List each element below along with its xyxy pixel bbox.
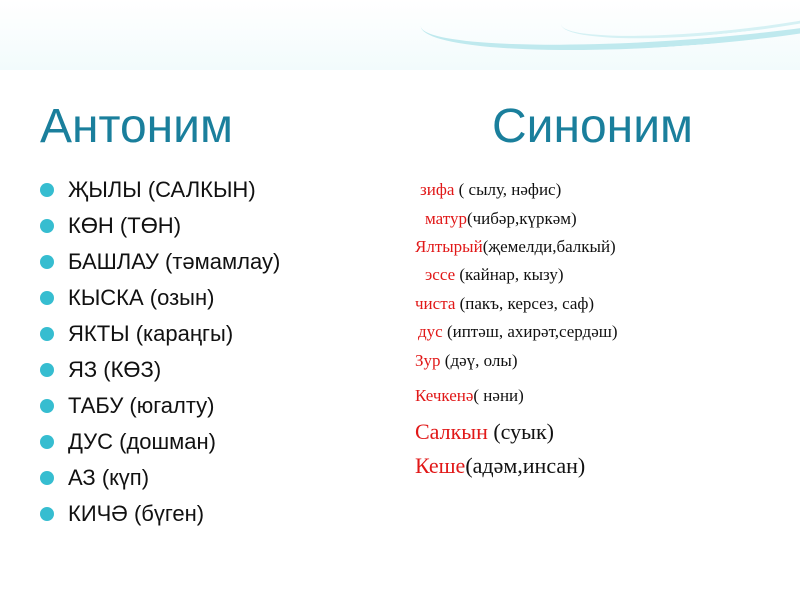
synonym-item [420,180,561,200]
synonym-list: (кайнар, кызу) [455,265,564,284]
antonym-heading: Антоним [40,100,233,153]
antonym-text: ТАБУ (югалту) [68,393,215,418]
synonym-keyword: Зур [415,351,441,370]
synonym-keyword: Ялтырый [415,237,483,256]
synonym-list: (иптәш, ахирәт,сердәш) [442,322,618,341]
synonym-item [415,453,585,479]
antonym-item [40,316,280,352]
synonym-item [415,294,594,314]
synonym-item [425,265,564,285]
antonym-item [40,244,280,280]
antonym-item [40,496,280,532]
bullet-icon [40,183,54,197]
synonym-keyword: Кечкенә [415,386,474,405]
synonym-item [415,237,616,257]
antonym-text: ЯКТЫ (караңгы) [68,321,234,346]
antonym-item [40,280,280,316]
bullet-icon [40,291,54,305]
antonym-text: БАШЛАУ (тәмамлау) [68,249,281,274]
antonym-item [40,172,280,208]
synonym-keyword: эссе [425,265,456,284]
synonym-keyword: матур [425,209,467,228]
synonym-keyword: чиста [415,294,456,313]
bullet-icon [40,471,54,485]
antonym-text: АЗ (күп) [68,465,150,490]
antonym-item [40,208,280,244]
synonym-keyword: зифа [420,180,455,199]
synonym-item [415,351,517,371]
bullet-icon [40,219,54,233]
antonym-item [40,352,280,388]
antonym-item [40,460,280,496]
antonym-item [40,388,280,424]
bullet-icon [40,327,54,341]
synonym-list: (җемелди,балкый) [482,237,616,256]
antonym-list [40,172,280,532]
bullet-icon [40,399,54,413]
synonym-item [425,209,577,229]
antonym-text: ДУС (дошман) [68,429,217,454]
synonym-item [415,419,554,445]
antonym-text: КИЧӘ (бүген) [68,501,205,526]
synonym-list: (пакъ, керсез, саф) [455,294,595,313]
synonym-item [418,322,617,342]
top-decor-band [0,0,800,70]
bullet-icon [40,363,54,377]
antonym-item [40,424,280,460]
antonym-text: КЫСКА (озын) [68,285,215,310]
bullet-icon [40,507,54,521]
synonym-list: (суык) [487,419,554,444]
bullet-icon [40,435,54,449]
synonym-list: (чибәр,күркәм) [466,209,577,228]
antonym-text: КӨН (ТӨН) [68,213,182,238]
synonym-keyword: Салкын [415,419,488,444]
synonym-list: ( нәни) [473,386,524,405]
antonym-text: ҖЫЛЫ (САЛКЫН) [68,177,256,202]
synonym-heading: Синоним [492,100,693,153]
synonym-keyword: Кеше [415,453,466,478]
synonym-list: (дәү, олы) [440,351,518,370]
synonym-item [415,386,524,406]
synonym-list: ( сылу, нәфис) [454,180,562,199]
synonym-keyword: дус [418,322,443,341]
bullet-icon [40,255,54,269]
synonym-list: (адәм,инсан) [465,453,586,478]
antonym-text: ЯЗ (КӨЗ) [68,357,162,382]
